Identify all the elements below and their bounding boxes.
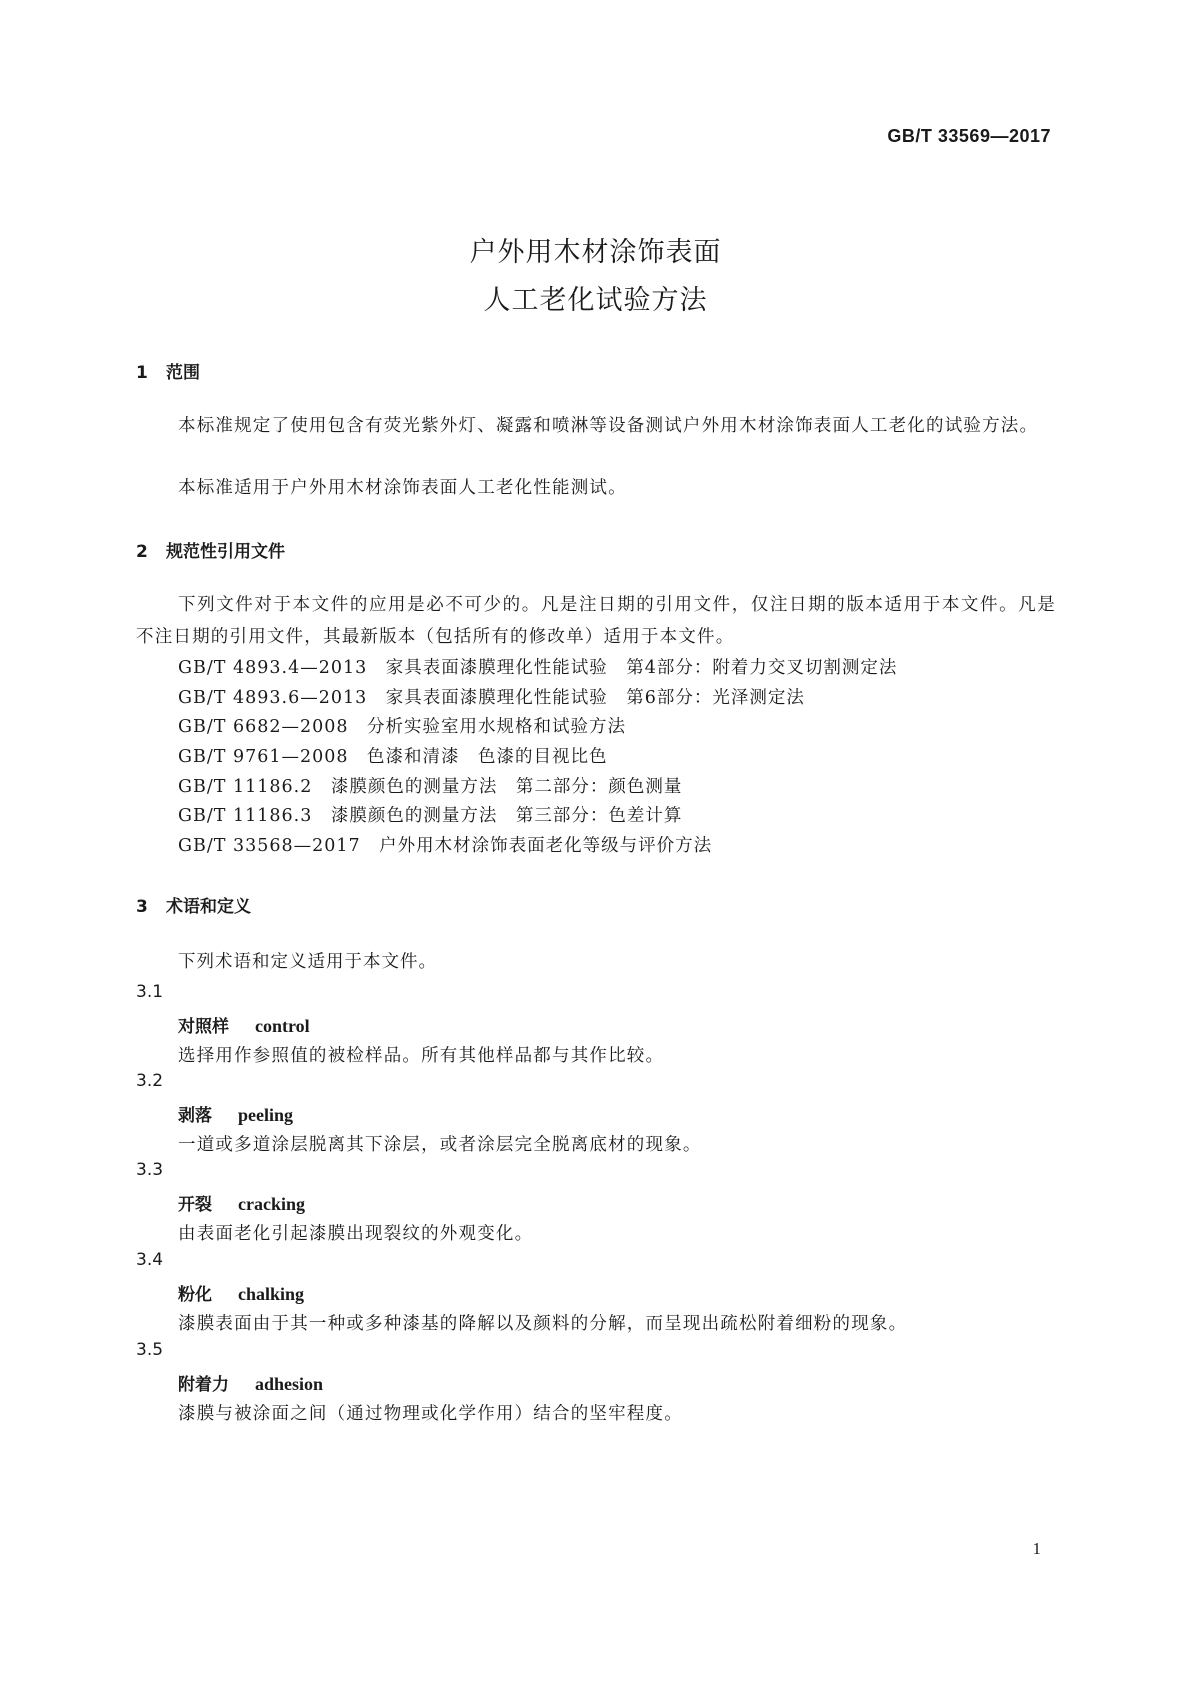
term-number: 3.2 (136, 1071, 164, 1091)
section-number: 3 (136, 897, 148, 917)
section-title: 规范性引用文件 (166, 542, 285, 562)
term-title (178, 1370, 323, 1395)
term-definition: 一道或多道涂层脱离其下涂层，或者涂层完全脱离底材的现象。 (178, 1135, 702, 1155)
page-number: 1 (1032, 1539, 1041, 1558)
section-1-heading (136, 358, 200, 383)
term-en: cracking (238, 1194, 305, 1214)
term-definition: 选择用作参照值的被检样品。所有其他样品都与其作比较。 (178, 1046, 665, 1066)
term-en: control (255, 1016, 310, 1036)
term-title (178, 1280, 304, 1305)
section-3-intro: 下列术语和定义适用于本文件。 (178, 952, 437, 972)
term-zh: 粉化 (178, 1285, 212, 1305)
section-1-paragraph-1: 本标准规定了使用包含有荧光紫外灯、凝露和喷淋等设备测试户外用木材涂饰表面人工老化的试验方法。 (178, 416, 1039, 436)
term-zh: 剥落 (178, 1106, 212, 1126)
section-2-heading (136, 537, 285, 562)
reference-item: GB/T 33568—2017 户外用木材涂饰表面老化等级与评价方法 (178, 836, 713, 856)
section-1-paragraph-2: 本标准适用于户外用木材涂饰表面人工老化性能测试。 (178, 478, 627, 498)
term-number: 3.5 (136, 1340, 164, 1360)
section-number: 2 (136, 542, 148, 562)
term-zh: 附着力 (178, 1375, 229, 1395)
term-title (178, 1101, 293, 1126)
reference-item: GB/T 4893.4—2013 家具表面漆膜理化性能试验 第4部分：附着力交叉切割测定法 (178, 658, 898, 678)
term-zh: 开裂 (178, 1195, 212, 1215)
term-en: peeling (238, 1105, 294, 1125)
term-en: chalking (238, 1284, 305, 1304)
reference-item: GB/T 4893.6—2013 家具表面漆膜理化性能试验 第6部分：光泽测定法 (178, 688, 805, 708)
section-2-paragraph: 下列文件对于本文件的应用是必不可少的。凡是注日期的引用文件，仅注日期的版本适用于本文件。凡是不注日期的引用文件，其最新版本（包括所有的修改单）适用于本文件。 (136, 595, 1056, 647)
title-line-2: 人工老化试验方法 (483, 285, 708, 316)
term-number: 3.4 (136, 1250, 164, 1270)
term-definition: 由表面老化引起漆膜出现裂纹的外观变化。 (178, 1224, 534, 1244)
section-title: 范围 (166, 363, 200, 383)
term-definition: 漆膜表面由于其一种或多种漆基的降解以及颜料的分解，而呈现出疏松附着细粉的现象。 (178, 1314, 908, 1334)
term-zh: 对照样 (178, 1017, 229, 1037)
term-title (178, 1190, 305, 1215)
reference-item: GB/T 11186.3 漆膜颜色的测量方法 第三部分：色差计算 (178, 806, 683, 826)
term-title (178, 1012, 310, 1037)
term-number: 3.3 (136, 1160, 164, 1180)
section-number: 1 (136, 363, 148, 383)
term-number: 3.1 (136, 982, 164, 1002)
title-line-1: 户外用木材涂饰表面 (469, 237, 722, 268)
term-definition: 漆膜与被涂面之间（通过物理或化学作用）结合的坚牢程度。 (178, 1404, 683, 1424)
reference-item: GB/T 6682—2008 分析实验室用水规格和试验方法 (178, 717, 627, 737)
reference-item: GB/T 9761—2008 色漆和清漆 色漆的目视比色 (178, 747, 608, 767)
term-en: adhesion (255, 1374, 324, 1394)
section-title: 术语和定义 (166, 897, 251, 917)
section-3-heading (136, 892, 251, 917)
reference-item: GB/T 11186.2 漆膜颜色的测量方法 第二部分：颜色测量 (178, 777, 683, 797)
standard-code: GB/T 33569—2017 (887, 126, 1051, 146)
